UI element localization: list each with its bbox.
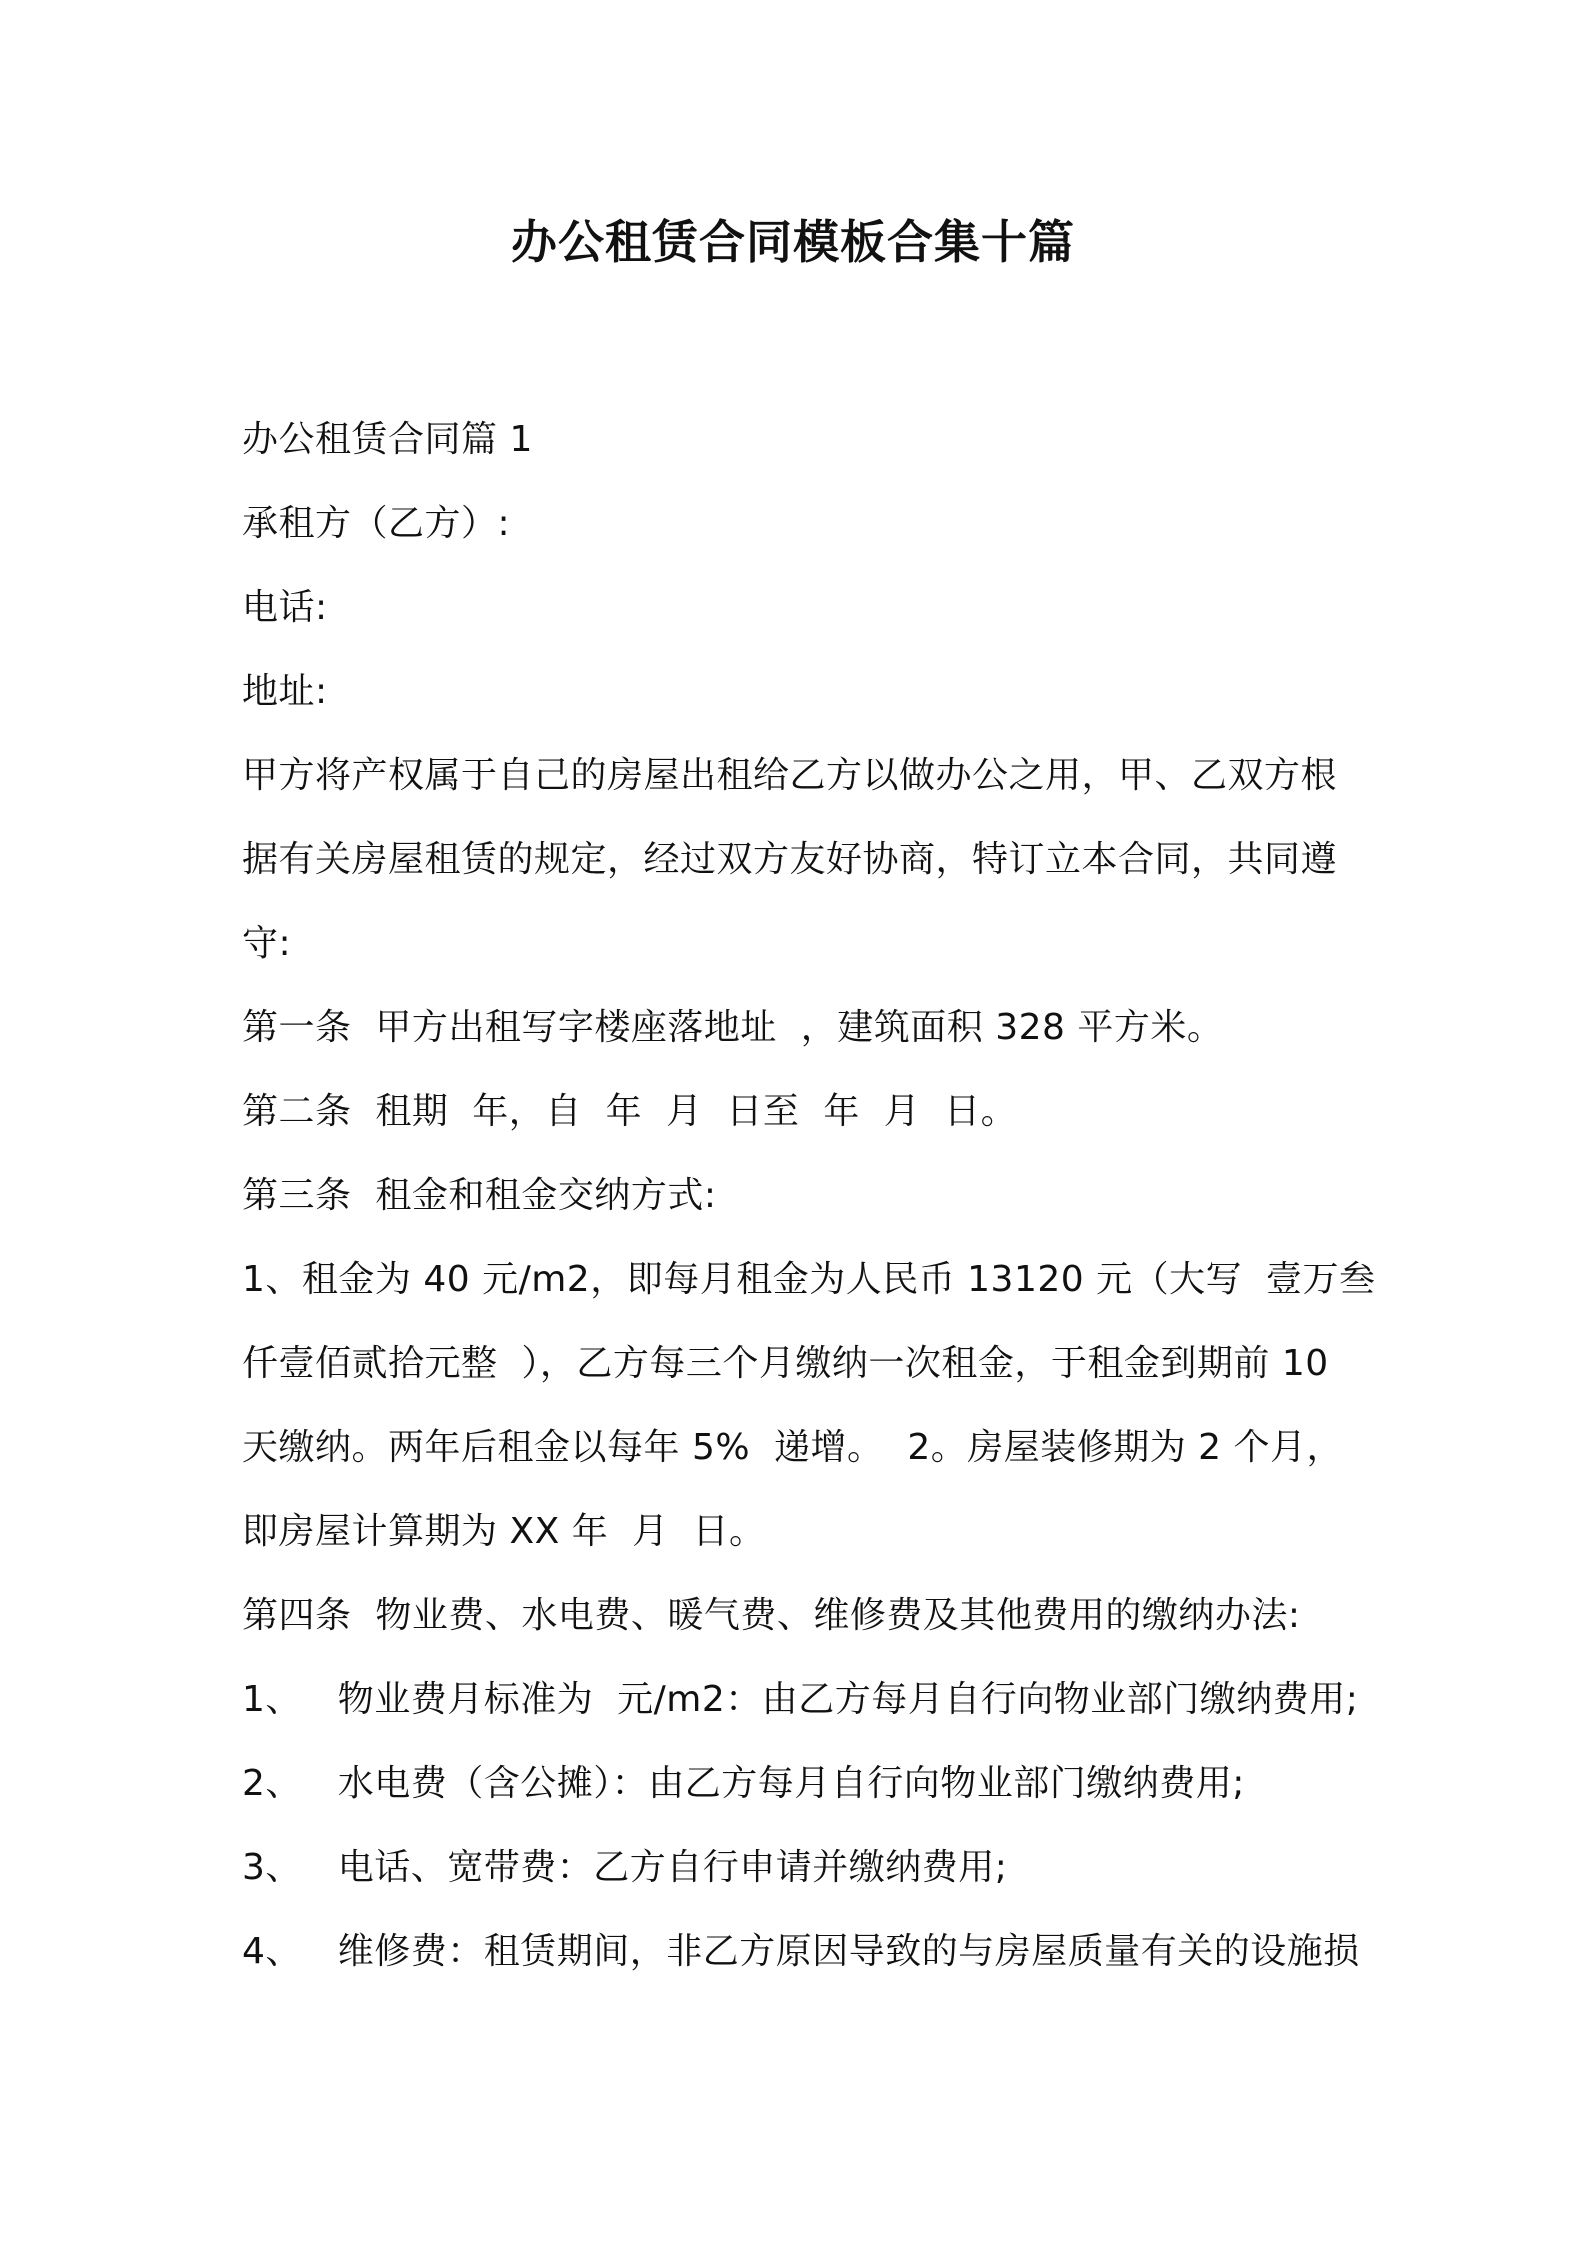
rent-clause-line: 仟壹佰贰拾元整 ），乙方每三个月缴纳一次租金，于租金到期前 10 [242, 1343, 1329, 1384]
article-two: 第二条 租期 年，自 年 月 日至 年 月 日。 [242, 1091, 1018, 1132]
article-four: 第四条 物业费、水电费、暖气费、维修费及其他费用的缴纳办法: [242, 1595, 1301, 1636]
rent-clause-line: 天缴纳。两年后租金以每年 5% 递增。 2。房屋装修期为 2 个月， [242, 1427, 1344, 1468]
fee-item: 1、 物业费月标准为 元/m2：由乙方每月自行向物业部门缴纳费用; [242, 1679, 1359, 1720]
fee-item: 2、 水电费（含公摊）：由乙方每月自行向物业部门缴纳费用; [242, 1763, 1245, 1804]
document-title: 办公租赁合同模板合集十篇 [511, 215, 1075, 269]
rent-clause-line: 1、租金为 40 元/m2，即每月租金为人民币 13120 元（大写 壹万叁 [242, 1259, 1376, 1300]
body-paragraph-line: 据有关房屋租赁的规定，经过双方友好协商，特订立本合同，共同遵 [242, 839, 1338, 880]
address-label: 地址: [242, 671, 328, 712]
rent-clause-line: 即房屋计算期为 XX 年 月 日。 [242, 1511, 766, 1552]
body-paragraph-line: 甲方将产权属于自己的房屋出租给乙方以做办公之用，甲、乙双方根 [242, 755, 1338, 796]
fee-item: 3、 电话、宽带费：乙方自行申请并缴纳费用; [242, 1847, 1008, 1888]
tenant-label: 承租方（乙方）: [242, 503, 511, 544]
article-one: 第一条 甲方出租写字楼座落地址 ，建筑面积 328 平方米。 [242, 1007, 1224, 1048]
article-three: 第三条 租金和租金交纳方式: [242, 1175, 717, 1216]
section-heading: 办公租赁合同篇 1 [242, 419, 533, 460]
fee-item: 4、 维修费：租赁期间，非乙方原因导致的与房屋质量有关的设施损 [242, 1931, 1360, 1972]
phone-label: 电话: [242, 587, 328, 628]
body-paragraph-line: 守: [242, 923, 292, 964]
